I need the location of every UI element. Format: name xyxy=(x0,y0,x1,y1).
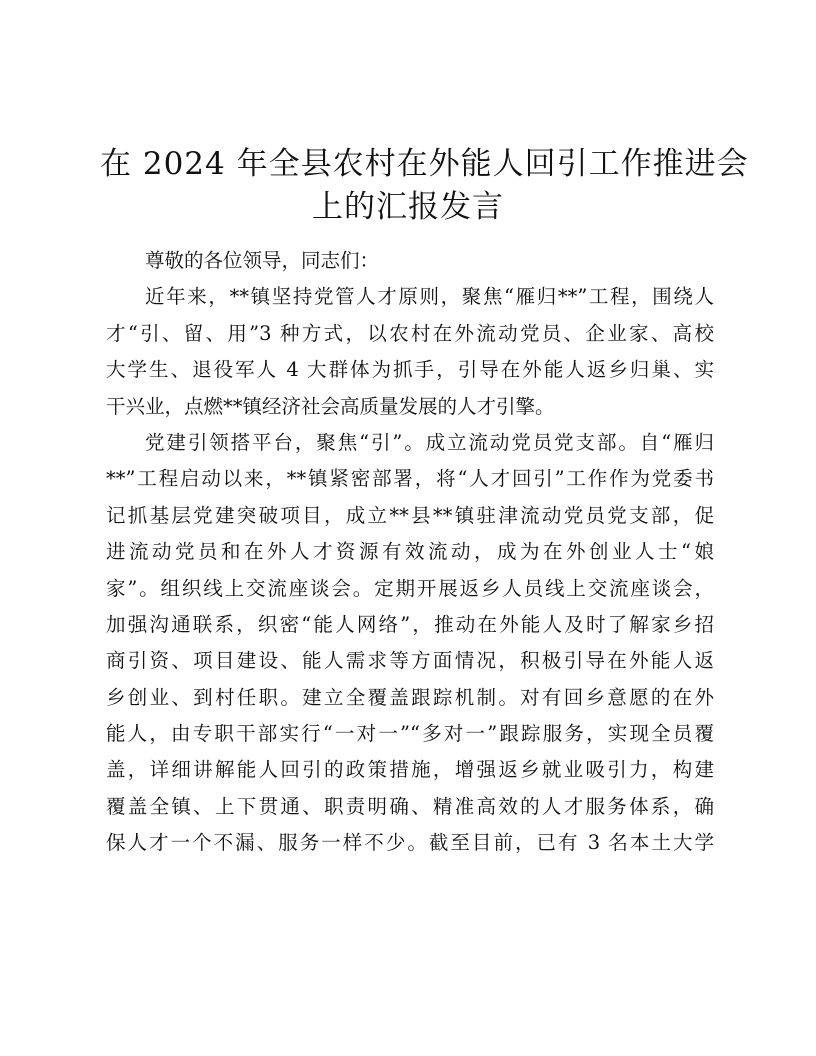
paragraph-line: 商引资、项目建设、能人需求等方面情况，积极引导在外能人返 xyxy=(106,649,714,673)
title-line-1: 在 2024 年全县农村在外能人回引工作推进会 xyxy=(100,146,749,182)
paragraph-line: 加强沟通联系，织密“能人网络”，推动在外能人及时了解家乡招 xyxy=(106,612,714,636)
salutation-paragraph xyxy=(106,243,714,279)
paragraph-line: 乡创业、到村任职。建立全覆盖跟踪机制。对有回乡意愿的在外 xyxy=(106,685,714,709)
paragraph-line: 盖，详细讲解能人回引的政策措施，增强返乡就业吸引力，构建 xyxy=(106,758,714,782)
paragraph-line: 大学生、退役军人 4 大群体为抓手，引导在外能人返乡归巢、实 xyxy=(106,358,714,382)
paragraph-line: 近年来，**镇坚持党管人才原则，聚焦“雁归**”工程，围绕人 xyxy=(145,285,714,309)
paragraph-line: 才“引、留、用”3 种方式，以农村在外流动党员、企业家、高校 xyxy=(106,321,714,345)
document-body xyxy=(106,243,714,862)
title-line-2: 上的汇报发言 xyxy=(312,189,504,225)
section-paragraph xyxy=(106,425,714,862)
paragraph-line: 党建引领搭平台，聚焦“引”。成立流动党员党支部。自“雁归 xyxy=(145,430,714,454)
paragraph-line: 家”。组织线上交流座谈会。定期开展返乡人员线上交流座谈会， xyxy=(106,576,714,600)
paragraph-line: 覆盖全镇、上下贯通、职责明确、精准高效的人才服务体系，确 xyxy=(106,794,714,818)
document-title xyxy=(100,143,749,229)
paragraph-line: 保人才一个不漏、服务一样不少。截至目前，已有 3 名本土大学 xyxy=(106,831,714,855)
paragraph-line: 干兴业，点燃**镇经济社会高质量发展的人才引擎。 xyxy=(106,394,555,418)
paragraph-line: 能人，由专职干部实行“一对一”“多对一”跟踪服务，实现全员覆 xyxy=(106,722,714,746)
paragraph-line: 记抓基层党建突破项目，成立**县**镇驻津流动党员党支部，促 xyxy=(106,503,714,527)
paragraph-line: 尊敬的各位领导，同志们： xyxy=(145,249,380,272)
paragraph-line: 进流动党员和在外人才资源有效流动，成为在外创业人士“娘 xyxy=(106,540,714,564)
intro-paragraph xyxy=(106,279,714,425)
paragraph-line: **”工程启动以来，**镇紧密部署，将“人才回引”工作作为党委书 xyxy=(106,467,714,491)
